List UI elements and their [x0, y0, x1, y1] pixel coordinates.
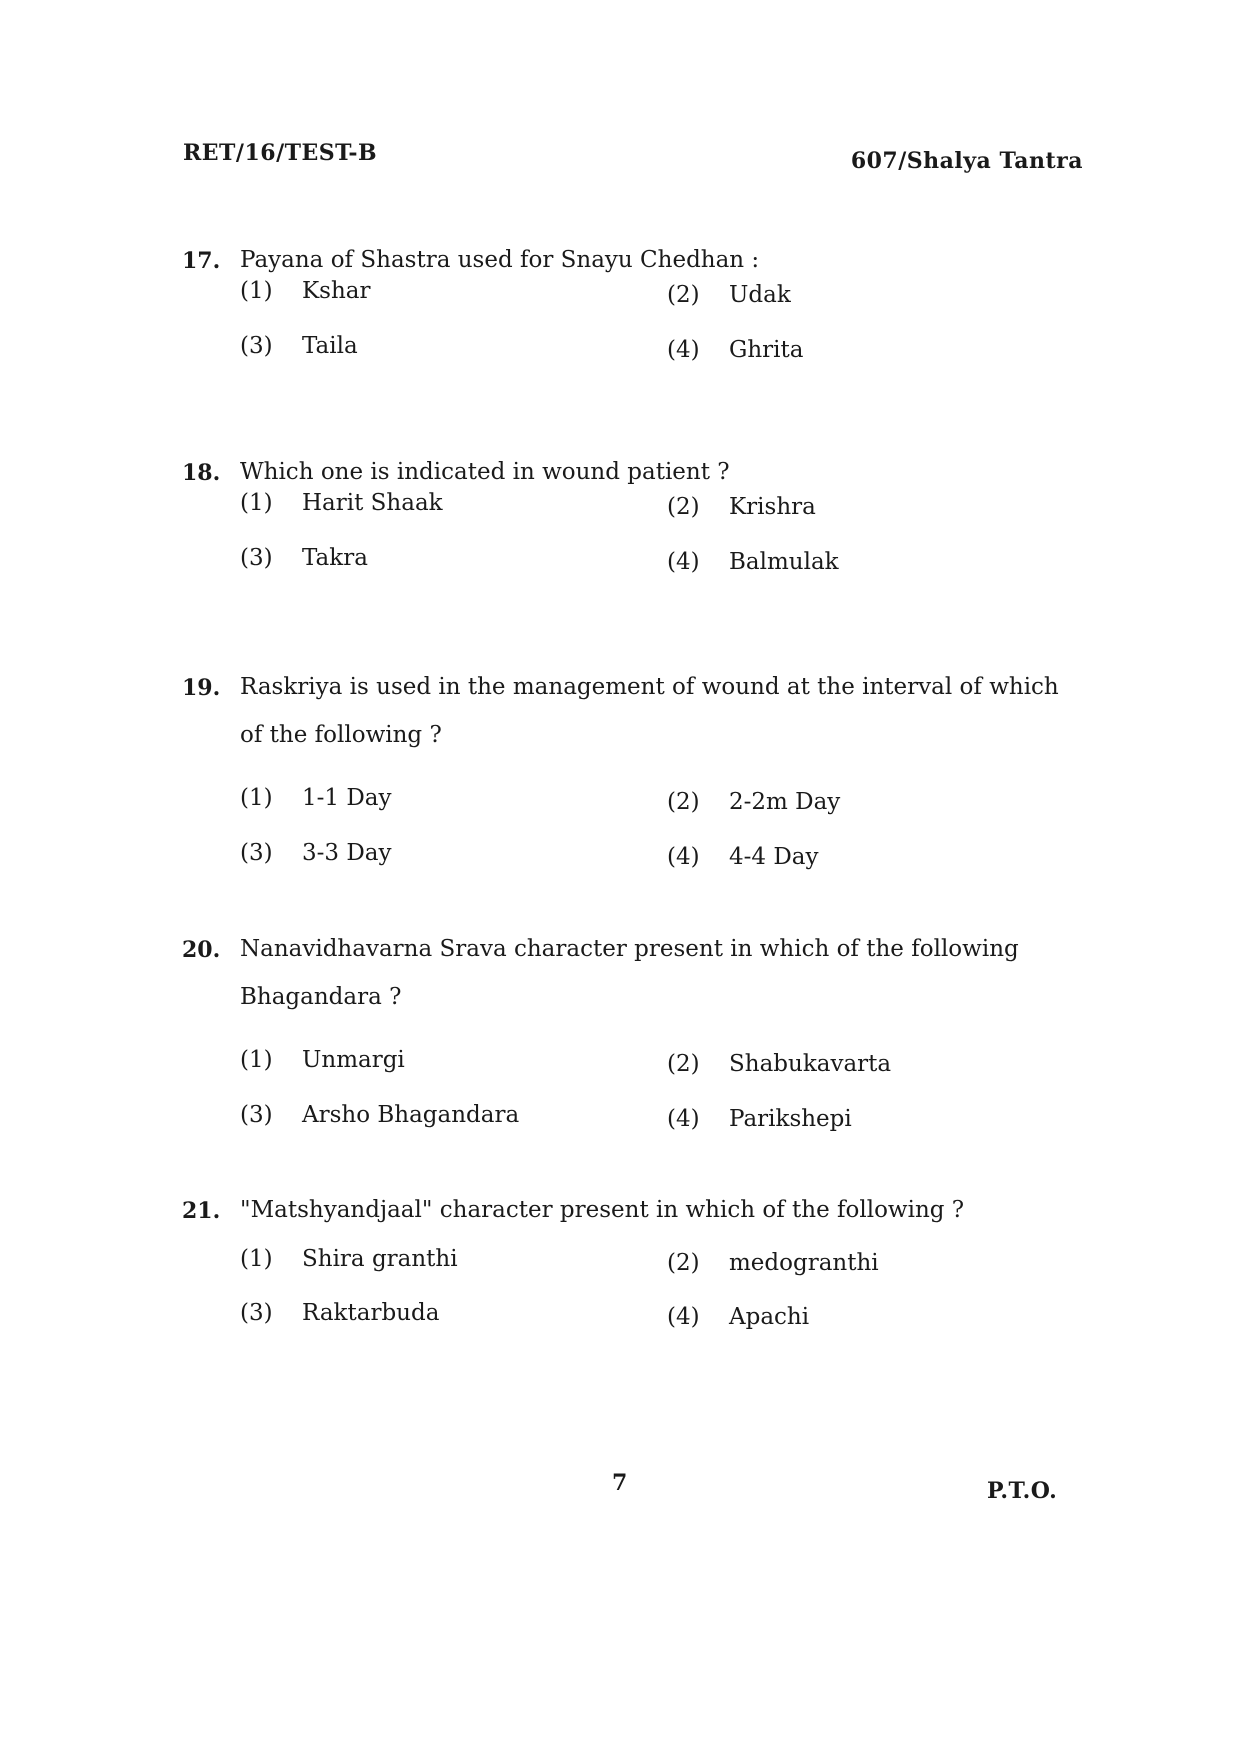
- option-text: Shabukavarta: [729, 1051, 892, 1077]
- question-number: 20.: [182, 937, 221, 963]
- question-text: Raskriya is used in the management of wound at the interval of which of the following ?: [240, 674, 1059, 748]
- question-number: 21.: [182, 1198, 221, 1224]
- option-text: Udak: [729, 282, 791, 308]
- option-number: (2): [667, 1250, 700, 1276]
- option-text: Krishra: [729, 494, 816, 520]
- page-number: 7: [612, 1470, 628, 1496]
- option-number: (3): [240, 545, 273, 571]
- option-4: [667, 844, 819, 870]
- question-text: Nanavidhavarna Srava character present in which of the following Bhagandara ?: [240, 936, 1019, 1010]
- option-1: [240, 278, 371, 304]
- option-number: (4): [667, 1304, 700, 1330]
- option-number: (2): [667, 494, 700, 520]
- option-text: Kshar: [302, 278, 371, 304]
- option-2: [667, 282, 791, 308]
- option-text: 4-4 Day: [729, 844, 819, 870]
- option-text: Shira granthi: [302, 1246, 458, 1272]
- option-text: Arsho Bhagandara: [302, 1102, 520, 1128]
- option-number: (1): [240, 278, 273, 304]
- option-2: [667, 494, 816, 520]
- option-text: 1-1 Day: [302, 785, 392, 811]
- option-3: [240, 333, 358, 359]
- header-subject: 607/Shalya Tantra: [850, 148, 1083, 174]
- option-number: (4): [667, 844, 700, 870]
- option-number: (2): [667, 282, 700, 308]
- option-text: Harit Shaak: [302, 490, 443, 516]
- option-1: [240, 1047, 405, 1073]
- option-text: 3-3 Day: [302, 840, 392, 866]
- header-test-code: RET/16/TEST-B: [183, 140, 378, 166]
- pto-label: P.T.O.: [987, 1478, 1058, 1504]
- option-1: [240, 785, 392, 811]
- option-1: [240, 490, 443, 516]
- option-text: Taila: [302, 333, 358, 359]
- option-number: (2): [667, 789, 700, 815]
- option-text: Ghrita: [729, 337, 804, 363]
- option-4: [667, 337, 804, 363]
- option-text: Parikshepi: [729, 1106, 852, 1132]
- option-4: [667, 549, 839, 575]
- option-3: [240, 840, 392, 866]
- option-3: [240, 1300, 439, 1326]
- option-number: (1): [240, 1246, 273, 1272]
- option-text: Balmulak: [729, 549, 839, 575]
- question-text: Payana of Shastra used for Snayu Chedhan :: [240, 247, 760, 273]
- option-number: (2): [667, 1051, 700, 1077]
- option-4: [667, 1304, 809, 1330]
- option-2: [667, 789, 840, 815]
- option-4: [667, 1106, 852, 1132]
- option-3: [240, 545, 368, 571]
- question-number: 18.: [182, 460, 221, 486]
- option-number: (3): [240, 840, 273, 866]
- option-number: (1): [240, 785, 273, 811]
- option-number: (3): [240, 1300, 273, 1326]
- option-3: [240, 1102, 519, 1128]
- option-text: medogranthi: [729, 1250, 879, 1276]
- option-text: 2-2m Day: [729, 789, 841, 815]
- option-text: Apachi: [729, 1304, 810, 1330]
- option-number: (4): [667, 1106, 700, 1132]
- option-1: [240, 1246, 458, 1272]
- option-2: [667, 1051, 891, 1077]
- option-number: (1): [240, 1047, 273, 1073]
- question-number: 17.: [182, 248, 221, 274]
- question-text: "Matshyandjaal" character present in which of the following ?: [240, 1197, 965, 1223]
- option-text: Raktarbuda: [302, 1300, 440, 1326]
- option-text: Unmargi: [302, 1047, 405, 1073]
- question-number: 19.: [182, 675, 221, 701]
- option-number: (1): [240, 490, 273, 516]
- option-number: (4): [667, 337, 700, 363]
- option-number: (3): [240, 1102, 273, 1128]
- question-text: Which one is indicated in wound patient ?: [240, 459, 730, 485]
- option-text: Takra: [302, 545, 368, 571]
- option-2: [667, 1250, 879, 1276]
- option-number: (3): [240, 333, 273, 359]
- option-number: (4): [667, 549, 700, 575]
